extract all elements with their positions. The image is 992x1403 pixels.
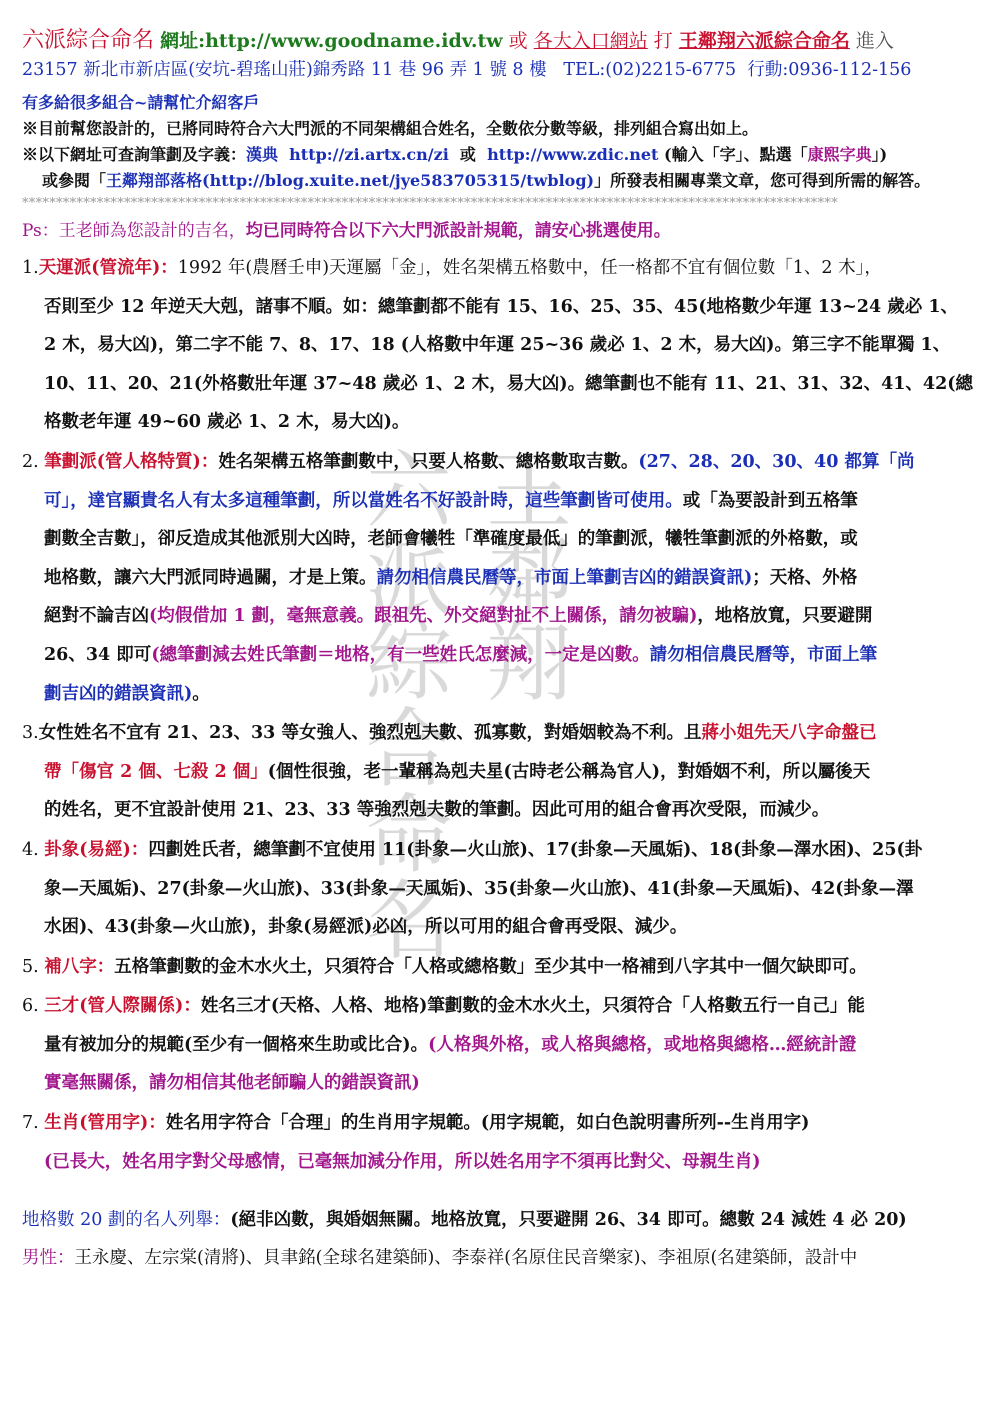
item-text: 的姓名，更不宜設計使用 21、23、33 等強烈剋夫數的筆劃。因此可用的組合會再次受限，而減少。 xyxy=(44,800,830,821)
footer-heading: 地格數 20 劃的名人列舉： xyxy=(22,1210,231,1231)
mobile: 行動:0936-112-156 xyxy=(747,60,912,80)
item-subtitle: (易經) xyxy=(79,839,131,860)
item-text: 姓名三才(天格、人格、地格)筆劃數的金木水火土，只須符合「人格數五行一自己」能 xyxy=(200,996,865,1017)
item-text-blue: (27、28、20、30、40 都算「尚 xyxy=(638,451,915,472)
item-text: 或「為要設計到五格筆 xyxy=(682,490,858,511)
item-text: ；天格、外格 xyxy=(752,567,858,588)
item-text: 水困)、43(卦象—火山旅)，卦象(易經派)必凶，所以可用的組合會再受限、減少。 xyxy=(44,917,688,938)
item-text-blue: 劃吉凶的錯誤資訊) xyxy=(44,683,193,704)
item-text: 象—天風姤)、27(卦象—火山旅)、33(卦象—天風姤)、35(卦象—火山旅)、41(卦象—天風姤)、42(卦象—澤 xyxy=(44,878,914,899)
enter-text: 進入 xyxy=(855,30,894,52)
item-text: 姓名用字符合「合理」的生肖用字規範。(用字規範，如白色說明書所列--生肖用字) xyxy=(165,1113,810,1134)
item-text-red: 帶「傷官 2 個、七殺 2 個」 xyxy=(44,761,268,782)
item-text: 2 木，易大凶)，第二字不能 7、8、17、18 (人格數中年運 25~36 歲必 1、2 木，易大凶)。第三字不能單獨 1、 xyxy=(44,335,951,356)
intro-line-4 xyxy=(22,168,972,194)
ps-prefix: Ps：王老師為您設計的吉名， xyxy=(22,221,246,241)
item-number: 5. xyxy=(22,956,39,977)
rule-item-1 xyxy=(22,249,972,442)
item-text: 。 xyxy=(192,683,210,704)
brand-title: 六派綜合命名 xyxy=(22,28,155,53)
name-link[interactable]: 王鄰翔六派綜合命名 xyxy=(678,30,850,52)
item-title: 卦象 xyxy=(44,839,80,860)
header-line-2 xyxy=(22,56,972,84)
item-number: 7. xyxy=(22,1113,39,1134)
item-subtitle: (管用字) xyxy=(79,1113,149,1134)
item-number: 6. xyxy=(22,996,39,1017)
item-number: 3. xyxy=(22,723,39,744)
rule-item-2 xyxy=(22,443,972,713)
item-number: 4. xyxy=(22,839,39,860)
item-text: 姓名架構五格筆劃數中，只要人格數、總格數取吉數。 xyxy=(218,451,639,472)
item-colon: ： xyxy=(96,956,115,977)
item-text: 四劃姓氏者，總筆劃不宜使用 11(卦象—火山旅)、17(卦象—天風姤)、18(卦象—澤水困)、25(卦 xyxy=(148,839,923,860)
item-text: 地格數，讓六大門派同時過關，才是上策。 xyxy=(44,567,377,588)
rule-item-4 xyxy=(22,831,972,947)
item-text-blue: 請勿相信農民曆等，市面上筆 xyxy=(649,644,878,665)
kangxi-close: 」) xyxy=(871,145,888,164)
item-title: 生肖 xyxy=(44,1113,80,1134)
item-number: 1. xyxy=(22,258,39,278)
website-link[interactable]: 網址:http://www.goodname.idv.tw xyxy=(160,30,503,52)
item-text-blue: 請勿相信農民曆等，市面上筆劃吉凶的錯誤資訊) xyxy=(376,567,753,588)
watermark-brand: 六派綜合命名 xyxy=(351,445,451,961)
item-colon: ： xyxy=(200,451,219,472)
telephone: TEL:(02)2215-6775 xyxy=(563,60,737,80)
item-text: 量有被加分的規範(至少有一個格來生助或比合)。 xyxy=(44,1034,429,1055)
zdic-link[interactable]: http://www.zdic.net xyxy=(487,145,659,164)
header-line-1 xyxy=(22,26,972,56)
item-colon: ： xyxy=(160,258,178,278)
item-title: 三才 xyxy=(44,996,80,1017)
item-title: 補八字 xyxy=(44,956,97,977)
portal-link[interactable]: 各大入口網站 xyxy=(533,30,648,52)
item-text: 10、11、20、21(外格數壯年運 37~48 歲必 1、2 木，易大凶)。總筆劃也不能有 11、21、31、32、41、42(總 xyxy=(44,373,974,394)
item-text-blue: 可」，達官顯貴名人有太多這種筆劃，所以當姓名不好設計時，這些筆劃皆可使用。 xyxy=(44,490,683,511)
intro-lookup-text: ※以下網址可查詢筆劃及字義： xyxy=(22,145,247,164)
item-text: 劃數全吉數」，卻反造成其他派別大凶時，老師會犧牲「準確度最低」的筆劃派，犧牲筆劃派的外格數，或 xyxy=(44,529,858,550)
item-title: 筆劃派 xyxy=(44,451,97,472)
item-text: 26、34 即可 xyxy=(44,644,152,665)
item-text-magenta: 實毫無關係，請勿相信其他老師騙人的錯誤資訊) xyxy=(44,1073,420,1094)
item-subtitle: (管流年) xyxy=(91,258,161,278)
item-colon: ： xyxy=(130,839,149,860)
handian-link[interactable]: http://zi.artx.cn/zi xyxy=(289,145,449,164)
item-text: ，地格放寬，只要避開 xyxy=(697,606,873,627)
blog-link[interactable]: 王鄰翔部落格(http://blog.xuite.net/jye583705315/twblog) xyxy=(106,171,595,190)
ps-text: 均已同時符合以下六大門派設計規範，請安心挑選使用。 xyxy=(245,221,671,241)
item-text-magenta: (已長大，姓名用字對父母感情，已毫無加減分作用，所以姓名用字不須再比對父、母親生肖) xyxy=(44,1151,761,1172)
or-text-2: 或 xyxy=(459,145,476,164)
intro-line-3 xyxy=(22,142,972,168)
blog-prefix: 或參閱「 xyxy=(42,171,107,190)
rule-item-5 xyxy=(22,948,972,987)
document-page xyxy=(22,26,972,1277)
item-text: 否則至少 12 年逆天大剋，諸事不順。如：總筆劃都不能有 15、16、25、35、45(地格數少年運 13~24 歲必 1、 xyxy=(44,296,958,317)
rule-item-7 xyxy=(22,1104,972,1181)
watermark-name: 王鄰翔 xyxy=(471,445,571,703)
blog-suffix: 」所發表相關專業文章，您可得到所需的解答。 xyxy=(594,171,931,190)
rule-item-6 xyxy=(22,987,972,1103)
item-colon: ： xyxy=(183,996,201,1017)
item-text-red: 蔣小姐先天八字命盤已 xyxy=(701,723,877,744)
item-text-magenta: (人格與外格，或人格與總格，或地格與總格…經統計證 xyxy=(428,1034,857,1055)
rule-item-3 xyxy=(22,714,972,830)
kangxi-label: 康熙字典 xyxy=(807,145,872,164)
footer-male-label: 男性： xyxy=(22,1248,75,1269)
item-text: 女性姓名不宜有 21、23、33 等女強人、強烈剋夫數、孤寡數，對婚姻較為不利。且 xyxy=(38,723,702,744)
kangxi-hint: (輸入「字」、點選「 xyxy=(664,145,808,164)
item-subtitle: (管人際關係) xyxy=(79,996,184,1017)
footer-male-list: 王永慶、左宗棠(清將)、貝聿銘(全球名建築師)、李泰祥(名原住民音樂家)、李祖原(名建築師，設計中 xyxy=(74,1248,858,1269)
type-text: 打 xyxy=(653,30,673,52)
item-text-magenta: (總筆劃減去姓氏筆劃＝地格，有一些姓氏怎麼減，一定是凶數。 xyxy=(151,644,650,665)
item-number: 2. xyxy=(22,451,39,472)
footer-text: (絕非凶數，與婚姻無關。地格放寬，只要避開 26、34 即可。總數 24 減姓 4 必 20) xyxy=(230,1210,907,1231)
item-text: 五格筆劃數的金木水火土，只須符合「人格或總格數」至少其中一格補到八字其中一個欠缺即可。 xyxy=(114,956,867,977)
item-text-magenta: (均假借加 1 劃，毫無意義。跟祖先、外交絕對扯不上關係，請勿被騙) xyxy=(149,606,698,627)
item-title: 天運派 xyxy=(38,258,92,278)
handian-label: 漢典 xyxy=(246,145,279,164)
item-colon: ： xyxy=(148,1113,166,1134)
item-text: 格數老年運 49~60 歲必 1、2 木，易大凶)。 xyxy=(44,412,410,433)
address: 23157 新北市新店區(安坑-碧瑤山莊)錦秀路 11 巷 96 弄 1 號 8 樓 xyxy=(22,60,547,80)
ps-note xyxy=(22,214,972,248)
intro-line-2: ※目前幫您設計的，已將同時符合六大門派的不同架構組合姓名，全數依分數等級，排列組合寫出如上。 xyxy=(22,119,759,138)
or-text: 或 xyxy=(508,30,528,52)
divider-stars: ************************************************************************************************************************ xyxy=(22,196,838,211)
item-text: 絕對不論吉凶 xyxy=(44,606,149,627)
item-text: 1992 年(農曆壬申)天運屬「金」，姓名架構五格數中，任一格都不宜有個位數「1、2 木」， xyxy=(177,258,882,278)
item-text: (個性很強，老一輩稱為剋夫星(古時老公稱為官人)，對婚姻不利，所以屬後天 xyxy=(267,761,871,782)
item-subtitle: (管人格特質) xyxy=(96,451,201,472)
footer-notes xyxy=(22,1201,972,1277)
referral-note: 有多給很多組合~請幫忙介紹客戶 xyxy=(22,93,260,112)
